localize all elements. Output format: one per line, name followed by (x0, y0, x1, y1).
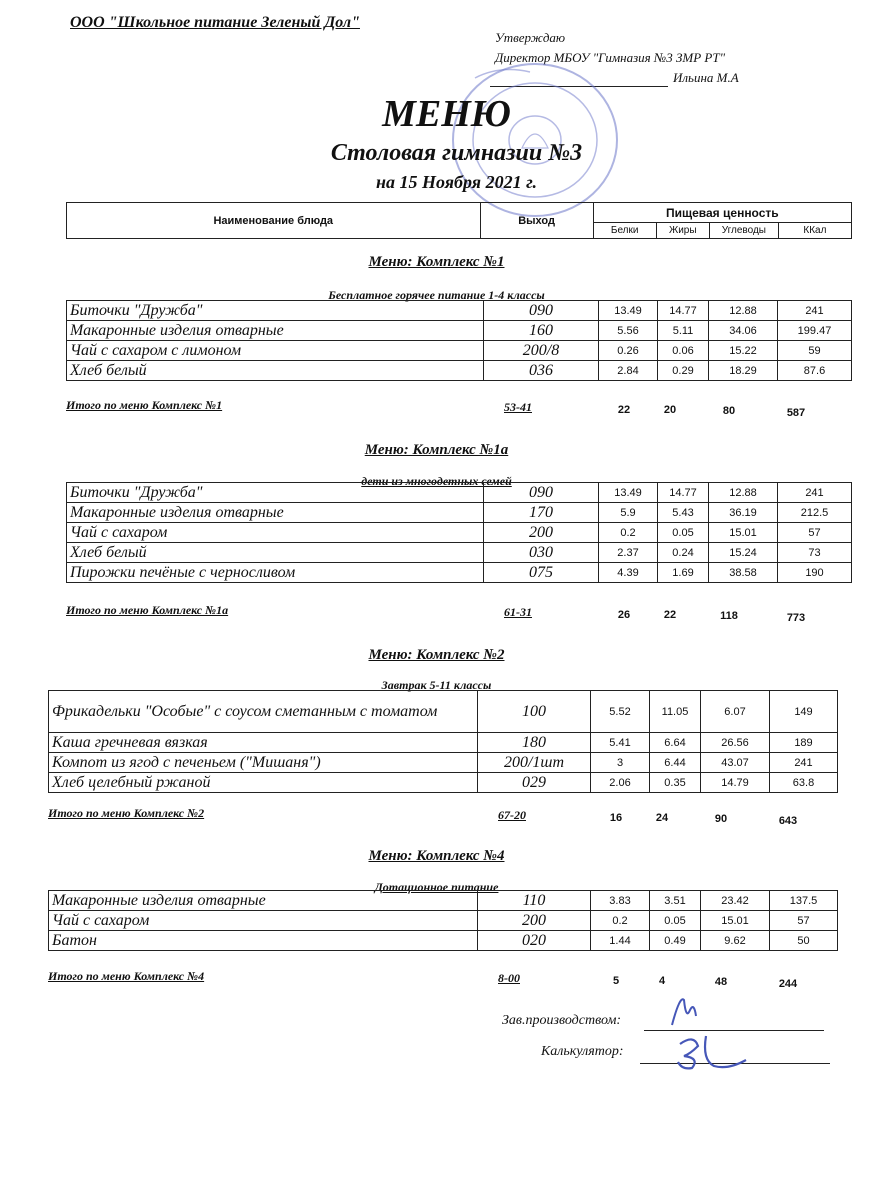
dish-protein: 5.56 (599, 321, 658, 341)
section-subtitle: дети из многодетных семей (361, 474, 512, 488)
kcal-column-header: ККал (778, 223, 851, 239)
dish-name: Каша гречневая вязкая (49, 733, 478, 753)
dish-fat: 0.29 (658, 361, 709, 381)
table-row (67, 503, 852, 523)
dish-protein: 0.2 (599, 523, 658, 543)
dish-kcal: 189 (770, 733, 838, 753)
dish-protein: 5.52 (591, 691, 650, 733)
dish-name: Чай с сахаром (67, 523, 484, 543)
section-subtitle: Завтрак 5-11 классы (381, 678, 492, 692)
dish-protein: 0.26 (599, 341, 658, 361)
dish-fat: 0.35 (650, 773, 701, 793)
total-fat: 24 (655, 812, 669, 824)
fat-column-header: Жиры (656, 223, 709, 239)
total-carbs: 90 (714, 813, 728, 825)
dish-name: Компот из ягод с печеньем ("Мишаня") (49, 753, 478, 773)
dish-kcal: 87.6 (778, 361, 852, 381)
dish-fat: 11.05 (650, 691, 701, 733)
dish-fat: 0.05 (658, 523, 709, 543)
dish-kcal: 57 (770, 911, 838, 931)
dish-carbs: 15.22 (709, 341, 778, 361)
company-name: ООО "Школьное питание Зеленый Дол" (70, 14, 360, 31)
dish-protein: 3 (591, 753, 650, 773)
dish-protein: 5.41 (591, 733, 650, 753)
dish-kcal: 63.8 (770, 773, 838, 793)
dish-kcal: 137.5 (770, 891, 838, 911)
dish-protein: 2.37 (599, 543, 658, 563)
dish-fat: 6.44 (650, 753, 701, 773)
dish-output: 020 (478, 931, 591, 951)
dish-column-header: Наименование блюда (67, 203, 481, 239)
dish-output: 029 (478, 773, 591, 793)
dish-kcal: 59 (778, 341, 852, 361)
dish-carbs: 12.88 (709, 483, 778, 503)
dish-output: 030 (484, 543, 599, 563)
dish-output: 110 (478, 891, 591, 911)
total-label: Итого по меню Комплекс №4 (48, 969, 205, 983)
dish-protein: 2.06 (591, 773, 650, 793)
production-signature (660, 990, 720, 1030)
calculator-label: Калькулятор: (541, 1044, 624, 1059)
dish-kcal: 149 (770, 691, 838, 733)
dish-fat: 0.49 (650, 931, 701, 951)
section-items-table (48, 890, 838, 951)
dish-kcal: 190 (778, 563, 852, 583)
table-row (67, 543, 852, 563)
dish-kcal: 241 (778, 301, 852, 321)
table-row (67, 361, 852, 381)
total-output: 61-31 (504, 605, 532, 619)
dish-carbs: 36.19 (709, 503, 778, 523)
section-title: Меню: Комплекс №2 (368, 647, 505, 663)
nutrition-column-header: Пищевая ценность (593, 203, 851, 223)
dish-protein: 2.84 (599, 361, 658, 381)
total-kcal: 587 (786, 407, 806, 419)
dish-output: 075 (484, 563, 599, 583)
dish-carbs: 26.56 (701, 733, 770, 753)
dish-output: 160 (484, 321, 599, 341)
dish-protein: 4.39 (599, 563, 658, 583)
dish-fat: 1.69 (658, 563, 709, 583)
dish-carbs: 9.62 (701, 931, 770, 951)
approve-label: Утверждаю (495, 30, 566, 45)
dish-protein: 13.49 (599, 483, 658, 503)
table-row (67, 301, 852, 321)
dish-carbs: 18.29 (709, 361, 778, 381)
section-subtitle: Дотационное питание (374, 880, 499, 894)
calculator-signature (672, 1030, 752, 1074)
dish-output: 180 (478, 733, 591, 753)
dish-name: Хлеб целебный ржаной (49, 773, 478, 793)
dish-fat: 5.11 (658, 321, 709, 341)
dish-output: 200/8 (484, 341, 599, 361)
dish-kcal: 57 (778, 523, 852, 543)
table-row (67, 321, 852, 341)
dish-fat: 0.24 (658, 543, 709, 563)
dish-carbs: 15.01 (709, 523, 778, 543)
dish-fat: 0.06 (658, 341, 709, 361)
dish-kcal: 241 (778, 483, 852, 503)
dish-carbs: 38.58 (709, 563, 778, 583)
table-row (49, 931, 838, 951)
total-output: 8-00 (498, 971, 520, 985)
total-output: 53-41 (504, 400, 532, 414)
menu-date: на 15 Ноября 2021 г. (376, 172, 537, 192)
dish-name: Чай с сахаром (49, 911, 478, 931)
section-items-table (66, 300, 852, 381)
page-subtitle: Столовая гимназии №3 (330, 140, 583, 166)
protein-column-header: Белки (593, 223, 656, 239)
dish-protein: 5.9 (599, 503, 658, 523)
total-label: Итого по меню Комплекс №1 (66, 398, 223, 412)
table-row (49, 773, 838, 793)
section-title: Меню: Комплекс №1 (368, 254, 505, 270)
table-row (67, 523, 852, 543)
dish-carbs: 14.79 (701, 773, 770, 793)
total-label: Итого по меню Комплекс №2 (48, 806, 205, 820)
total-protein: 16 (609, 812, 623, 824)
total-carbs: 48 (714, 976, 728, 988)
dish-output: 036 (484, 361, 599, 381)
dish-carbs: 6.07 (701, 691, 770, 733)
dish-output: 090 (484, 483, 599, 503)
table-row (67, 483, 852, 503)
section-title: Меню: Комплекс №4 (368, 848, 505, 864)
table-row (49, 753, 838, 773)
dish-output: 200 (478, 911, 591, 931)
director-name: Ильина М.А (673, 70, 739, 85)
dish-fat: 14.77 (658, 483, 709, 503)
dish-name: Фрикадельки "Особые" с соусом сметанным с томатом (49, 691, 478, 733)
output-column-header: Выход (480, 203, 593, 239)
dish-fat: 5.43 (658, 503, 709, 523)
dish-fat: 6.64 (650, 733, 701, 753)
table-header (66, 202, 852, 239)
dish-fat: 14.77 (658, 301, 709, 321)
dish-carbs: 34.06 (709, 321, 778, 341)
dish-output: 170 (484, 503, 599, 523)
table-row (49, 911, 838, 931)
total-protein: 26 (617, 609, 631, 621)
dish-name: Макаронные изделия отварные (67, 321, 484, 341)
dish-carbs: 15.01 (701, 911, 770, 931)
dish-kcal: 73 (778, 543, 852, 563)
dish-kcal: 241 (770, 753, 838, 773)
dish-kcal: 199.47 (778, 321, 852, 341)
dish-protein: 1.44 (591, 931, 650, 951)
total-kcal: 643 (778, 815, 798, 827)
total-output: 67-20 (498, 808, 526, 822)
total-label: Итого по меню Комплекс №1а (66, 603, 229, 617)
dish-kcal: 212.5 (778, 503, 852, 523)
dish-output: 200/1шт (478, 753, 591, 773)
director-title: Директор МБОУ "Гимназия №3 ЗМР РТ" (495, 50, 726, 65)
dish-carbs: 12.88 (709, 301, 778, 321)
table-row (49, 733, 838, 753)
dish-fat: 3.51 (650, 891, 701, 911)
dish-name: Макаронные изделия отварные (49, 891, 478, 911)
dish-name: Чай с сахаром с лимоном (67, 341, 484, 361)
dish-name: Биточки "Дружба" (67, 301, 484, 321)
table-row (49, 891, 838, 911)
dish-name: Батон (49, 931, 478, 951)
page-title: МЕНЮ (382, 93, 511, 135)
production-manager-label: Зав.производством: (502, 1013, 622, 1028)
section-title: Меню: Комплекс №1а (364, 442, 509, 458)
section-items-table (48, 690, 838, 793)
dish-name: Пирожки печёные с черносливом (67, 563, 484, 583)
total-kcal: 773 (786, 612, 806, 624)
total-protein: 22 (617, 404, 631, 416)
total-carbs: 118 (720, 610, 738, 622)
dish-kcal: 50 (770, 931, 838, 951)
carbs-column-header: Углеводы (709, 223, 778, 239)
dish-output: 100 (478, 691, 591, 733)
table-row (67, 341, 852, 361)
dish-name: Хлеб белый (67, 543, 484, 563)
dish-name: Биточки "Дружба" (67, 483, 484, 503)
dish-name: Макаронные изделия отварные (67, 503, 484, 523)
total-fat: 20 (663, 404, 677, 416)
dish-output: 200 (484, 523, 599, 543)
dish-protein: 13.49 (599, 301, 658, 321)
total-carbs: 80 (722, 405, 736, 417)
dish-carbs: 43.07 (701, 753, 770, 773)
table-row (49, 691, 838, 733)
section-items-table (66, 482, 852, 583)
dish-fat: 0.05 (650, 911, 701, 931)
total-fat: 22 (663, 609, 677, 621)
dish-carbs: 15.24 (709, 543, 778, 563)
section-subtitle: Бесплатное горячее питание 1-4 классы (328, 288, 545, 302)
total-kcal: 244 (778, 978, 798, 990)
dish-protein: 0.2 (591, 911, 650, 931)
table-row (67, 563, 852, 583)
total-fat: 4 (658, 975, 666, 987)
dish-carbs: 23.42 (701, 891, 770, 911)
dish-name: Хлеб белый (67, 361, 484, 381)
dish-protein: 3.83 (591, 891, 650, 911)
dish-output: 090 (484, 301, 599, 321)
total-protein: 5 (612, 975, 620, 987)
